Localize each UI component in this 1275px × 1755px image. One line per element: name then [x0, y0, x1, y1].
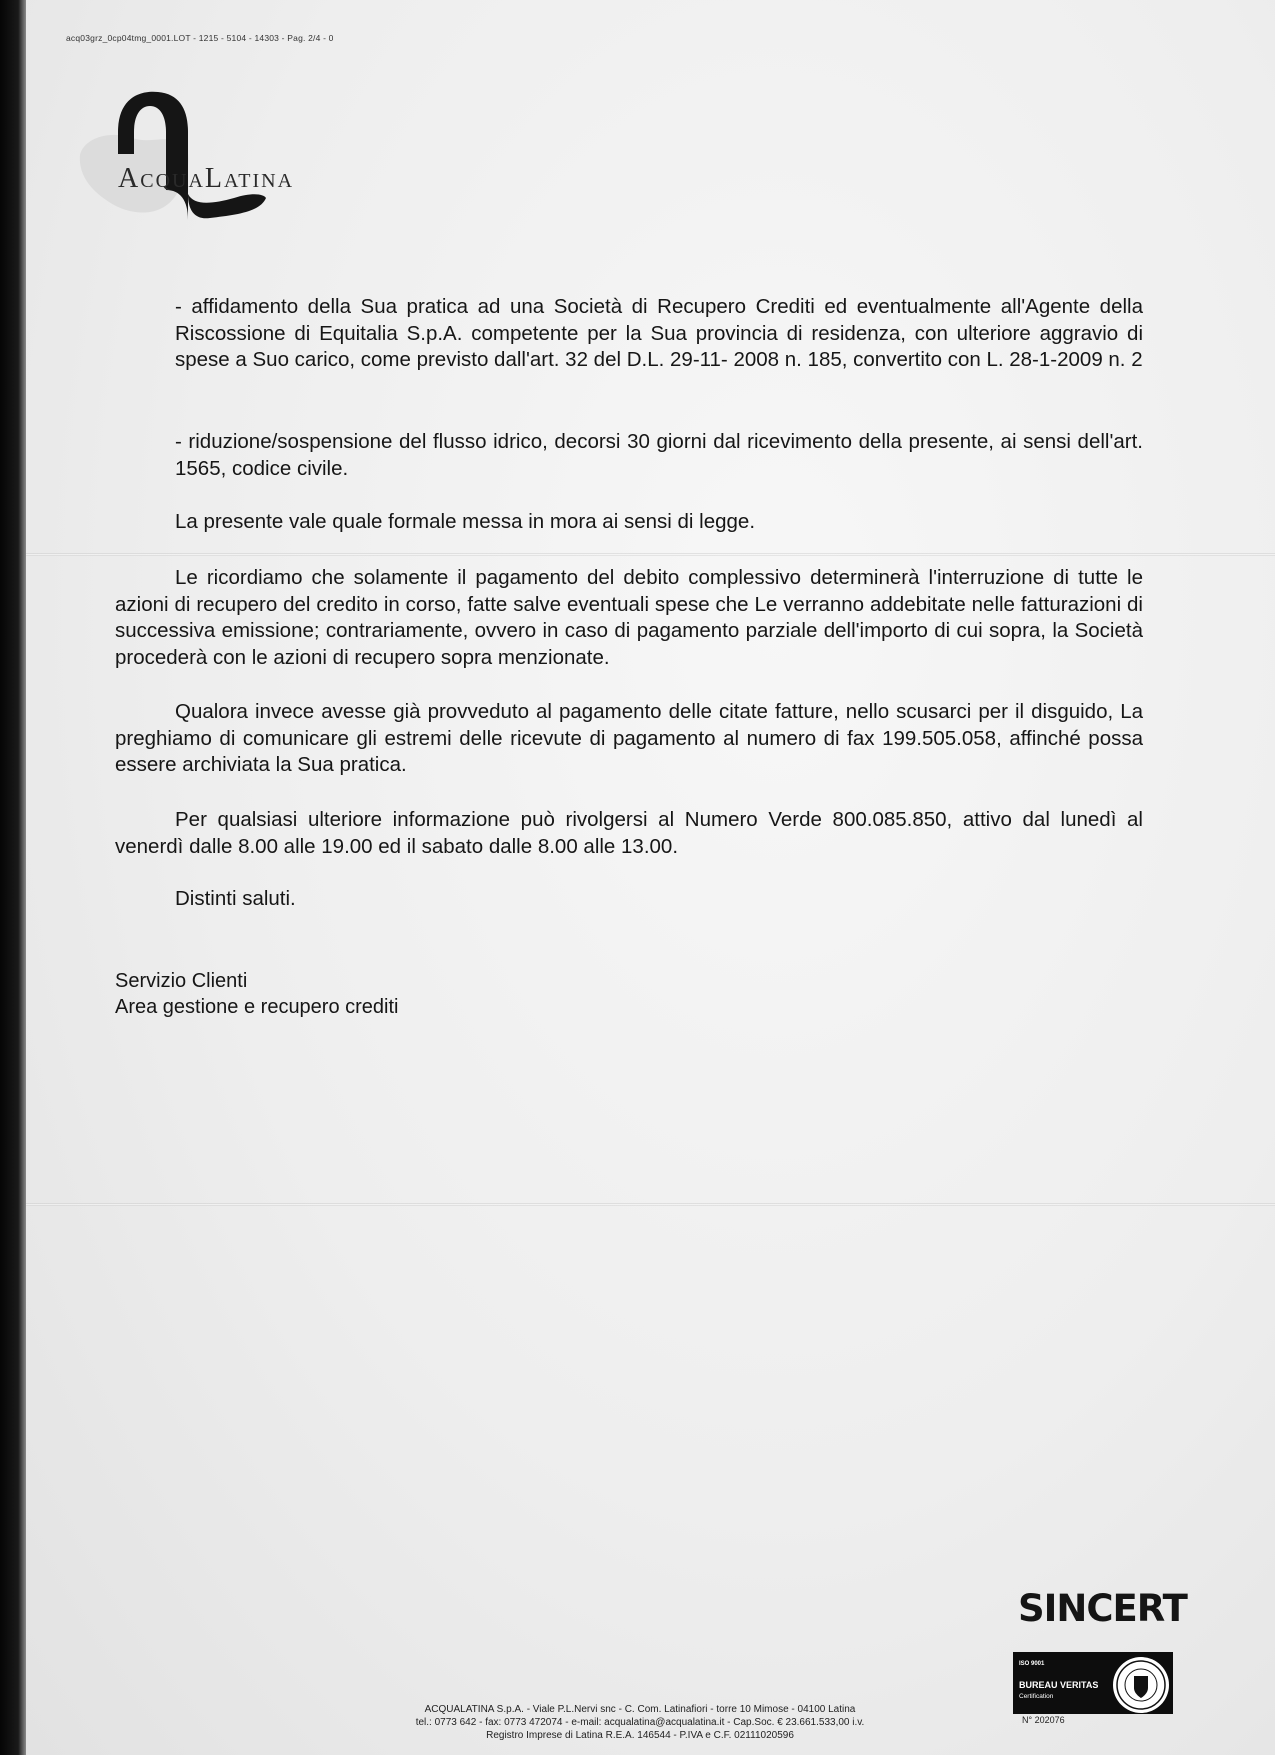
fold-line: [26, 553, 1275, 556]
signature-area: Area gestione e recupero crediti: [115, 996, 399, 1018]
bureau-veritas-badge: [1013, 1652, 1173, 1714]
acqualatina-logo: [70, 80, 330, 240]
sincert-logo: SINCERT: [1018, 1587, 1187, 1630]
footer-registry: Registro Imprese di Latina R.E.A. 146544 - P.IVA e C.F. 02111020596: [486, 1730, 794, 1741]
document-reference: acq03grz_0cp04tmg_0001.LOT - 1215 - 5104 - 14303 - Pag. 2/4 - 0: [66, 33, 334, 43]
certificate-number: N° 202076: [1022, 1715, 1065, 1725]
letter-bullet-1: - affidamento della Sua pratica ad una Società di Recupero Crediti ed eventualmente all'Agente della Riscossione di Equitalia S.p.A. competente per la Sua provincia di residenza, con ulteriore aggravio di spese a Suo carico, come previsto dall'art. 32 del D.L. 29-11- 2008 n. 185, convertito con L. 28-1-2009 n. 2: [175, 295, 1143, 372]
bureau-label: BUREAU VERITAS: [1019, 1680, 1099, 1690]
certification-label: Certification: [1019, 1693, 1054, 1700]
footer-contacts: tel.: 0773 642 - fax: 0773 472074 - e-mail: acqualatina@acqualatina.it - Cap.Soc. € 23.661.533,00 i.v.: [415, 1717, 865, 1728]
letter-bullet-2: - riduzione/sospensione del flusso idrico, decorsi 30 giorni dal ricevimento della presente, ai sensi dell'art. 1565, codice civile.: [175, 430, 1143, 480]
letter-paragraph-2: Qualora invece avesse già provveduto al pagamento delle citate fatture, nello scusarci per il disguido, La preghiamo di comunicare gli estremi delle ricevute di pagamento al numero di fax 199.505.058, affinché possa essere archiviata la Sua pratica.: [115, 700, 1143, 777]
letter-mora-notice: La presente vale quale formale messa in mora ai sensi di legge.: [175, 510, 756, 533]
iso-label: ISO 9001: [1019, 1661, 1045, 1667]
paper-sheet: [26, 0, 1275, 1755]
letter-closing: Distinti saluti.: [175, 887, 296, 910]
signature-department: Servizio Clienti: [115, 970, 248, 992]
fold-line: [26, 1203, 1275, 1206]
company-footer: [330, 1703, 950, 1742]
logo-wordmark: ACQUALATINA: [118, 163, 295, 194]
bureau-veritas-seal-icon: [1108, 1652, 1174, 1718]
letter-paragraph-3: Per qualsiasi ulteriore informazione può rivolgersi al Numero Verde 800.085.850, attivo dal lunedì al venerdì dalle 8.00 alle 19.00 ed il sabato dalle 8.00 alle 13.00.: [115, 808, 1143, 858]
scan-edge: [0, 0, 26, 1755]
signature-block: [115, 968, 399, 1020]
letter-paragraph-1: Le ricordiamo che solamente il pagamento del debito complessivo determinerà l'interruzione di tutte le azioni di recupero del credito in corso, fatte salve eventuali spese che Le verranno addebitate nelle fatturazioni di successiva emissione; contrariamente, ovvero in caso di pagamento parziale dell'importo di cui sopra, la Società procederà con le azioni di recupero sopra menzionate.: [115, 566, 1143, 669]
footer-address: ACQUALATINA S.p.A. - Viale P.L.Nervi snc - C. Com. Latinafiori - torre 10 Mimose - 04100 Latina: [424, 1704, 856, 1715]
